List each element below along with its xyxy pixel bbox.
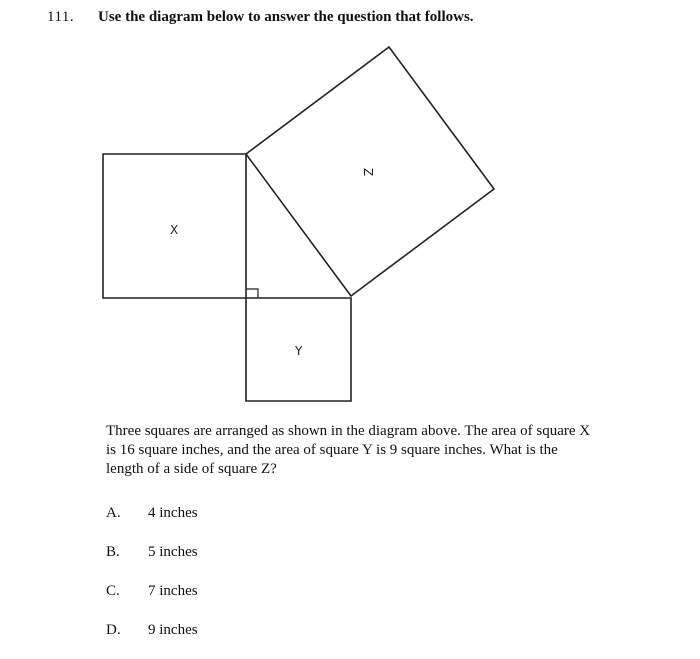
choice-letter: C. — [106, 583, 120, 599]
right-angle-marker — [246, 289, 258, 298]
label-y: Y — [295, 344, 303, 358]
choice-c[interactable] — [106, 583, 198, 600]
question-prompt: Use the diagram below to answer the question that follows. — [98, 9, 474, 25]
choice-text: 7 inches — [148, 583, 198, 599]
choice-a[interactable] — [106, 505, 198, 522]
choice-text: 9 inches — [148, 622, 198, 638]
choice-text: 4 inches — [148, 505, 198, 521]
choice-letter: D. — [106, 622, 121, 638]
choice-d[interactable] — [106, 622, 198, 639]
label-x: X — [170, 223, 179, 237]
choice-letter: B. — [106, 544, 120, 560]
choice-b[interactable] — [106, 544, 198, 561]
label-z: Z — [361, 168, 375, 177]
choice-letter: A. — [106, 505, 121, 521]
question-body: Three squares are arranged as shown in the diagram above. The area of square X is 16 square inches, and the area of square Y is 9 square inches. What is the length of a side of square Z? — [106, 423, 591, 477]
question-number: 111. — [47, 9, 75, 25]
choice-text: 5 inches — [148, 544, 198, 560]
